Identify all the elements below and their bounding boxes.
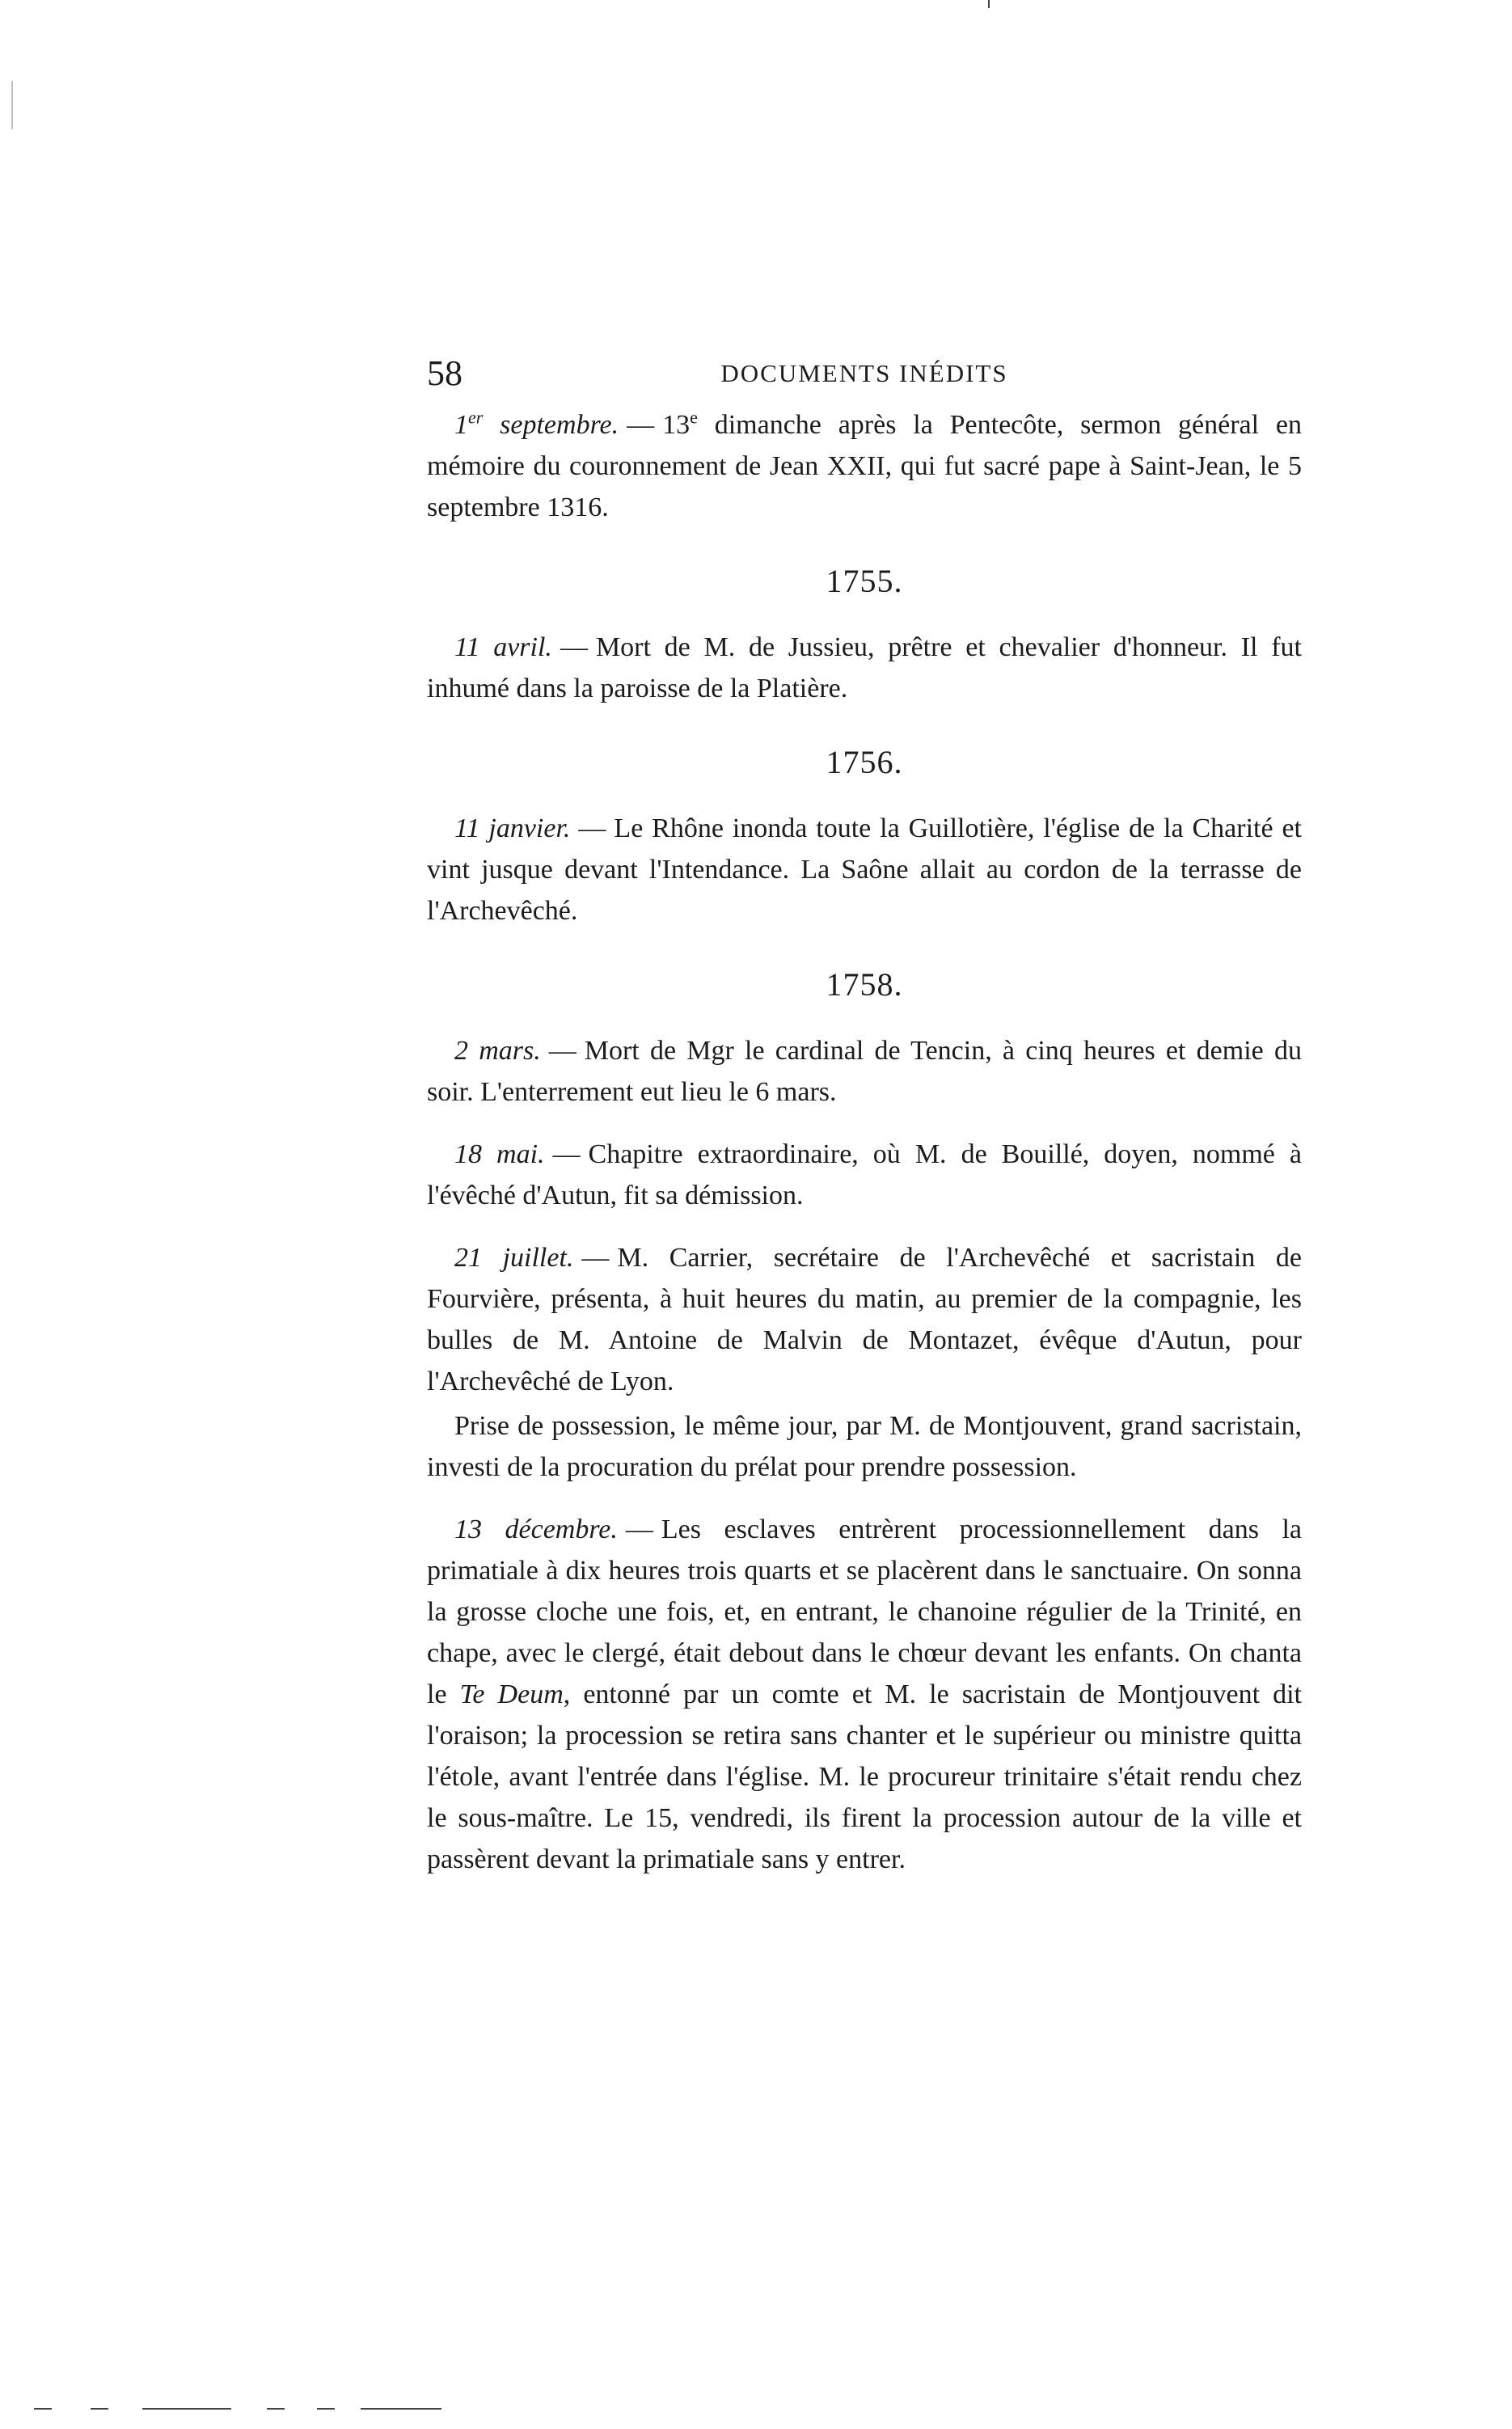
em-dash: — [560, 632, 588, 662]
entry-date: 11 janvier. [454, 813, 571, 843]
scan-mark-left [11, 81, 13, 129]
em-dash: — [548, 1036, 577, 1066]
year-heading-1758: 1758. [826, 966, 903, 1003]
entry-date: 1er septembre. [454, 407, 619, 440]
scan-mark-bottom-2 [91, 2408, 108, 2410]
scan-mark-bottom-1 [34, 2408, 52, 2410]
entry-text: Chapitre extraordinaire, où M. de Bouillé, doyen, nommé à l'évêché d'Autun, fit sa démission. [427, 1139, 1303, 1210]
hymn-title: Te Deum [459, 1679, 564, 1709]
page-number: 58 [427, 353, 462, 393]
em-dash: — [581, 1243, 610, 1273]
em-dash: — [552, 1139, 581, 1169]
page-header [427, 348, 1302, 399]
entry-text: Le Rhône inonda toute la Guillotière, l'église de la Charité et vint jusque devant l'Intendance. La Saône allait au cordon de la terrasse de l'Archevêché. [427, 813, 1303, 926]
em-dash: — [625, 1514, 653, 1544]
entry-1er-septembre [427, 404, 1302, 528]
entry-text: Mort de Mgr le cardinal de Tencin, à cinq heures et demie du soir. L'enterrement eut lieu le 6 mars. [427, 1036, 1302, 1107]
scan-mark-bottom-5 [317, 2408, 335, 2410]
entry-text: Mort de M. de Jussieu, prêtre et chevalier d'honneur. Il fut inhumé dans la paroisse de la Platière. [427, 632, 1302, 703]
running-title: DOCUMENTS INÉDITS [720, 359, 1008, 387]
entry-date: 13 décembre. [454, 1514, 618, 1544]
year-heading-1755: 1755. [826, 563, 903, 599]
entry-21-juillet [427, 1237, 1302, 1402]
em-dash: — [578, 813, 606, 843]
year-heading-1756: 1756. [826, 744, 903, 780]
entry-date: 2 mars. [454, 1036, 541, 1066]
entry-21-juillet-continued [427, 1405, 1302, 1488]
entry-text: 13e dimanche après la Pentecôte, sermon général en mémoire du couronnement de Jean XXII, qui fut sacré pape à Saint-Jean, le 5 septembre 1316. [427, 407, 1303, 522]
entry-11-avril [427, 627, 1302, 709]
entry-date: 18 mai. [454, 1139, 545, 1169]
scan-mark-top [988, 0, 990, 8]
scan-mark-bottom-6 [361, 2408, 441, 2410]
entry-text: Les esclaves entrèrent processionnellement dans la primatiale à dix heures trois quarts et se placèrent dans le sanctuaire. On sonna la grosse cloche une fois, et, en entrant, le chanoine régulier de la Trinité, en chape, avec le clergé, était debout dans le chœur devant les enfants. On chanta le Te Deum, entonné par un comte et M. le sacristain de Montjouvent dit l'oraison; la procession se retira sans chanter et le supérieur ou ministre quitta l'étole, avant l'entrée dans l'église. M. le procureur trinitaire s'était rendu chez le sous-maître. Le 15, vendredi, ils firent la procession autour de la ville et passèrent devant la primatiale sans y entrer. [427, 1514, 1302, 1874]
book-page [427, 348, 1302, 1901]
entry-13-decembre [427, 1509, 1302, 1880]
entry-11-janvier [427, 808, 1302, 931]
entry-text: Prise de possession, le même jour, par M. de Montjouvent, grand sacristain, investi de la procuration du prélat pour prendre possession. [427, 1411, 1302, 1482]
entry-date: 11 avril. [454, 632, 552, 662]
scan-mark-bottom-4 [267, 2408, 285, 2410]
entry-date: 21 juillet. [454, 1243, 574, 1273]
scan-mark-bottom-3 [142, 2408, 231, 2410]
entry-18-mai [427, 1134, 1302, 1216]
entry-2-mars [427, 1030, 1302, 1113]
em-dash: — [627, 410, 655, 440]
entry-text: M. Carrier, secrétaire de l'Archevêché et sacristain de Fourvière, présenta, à huit heures du matin, au premier de la compagnie, les bulles de M. Antoine de Malvin de Montazet, évêque d'Autun, pour l'Archevêché de Lyon. [427, 1243, 1302, 1396]
